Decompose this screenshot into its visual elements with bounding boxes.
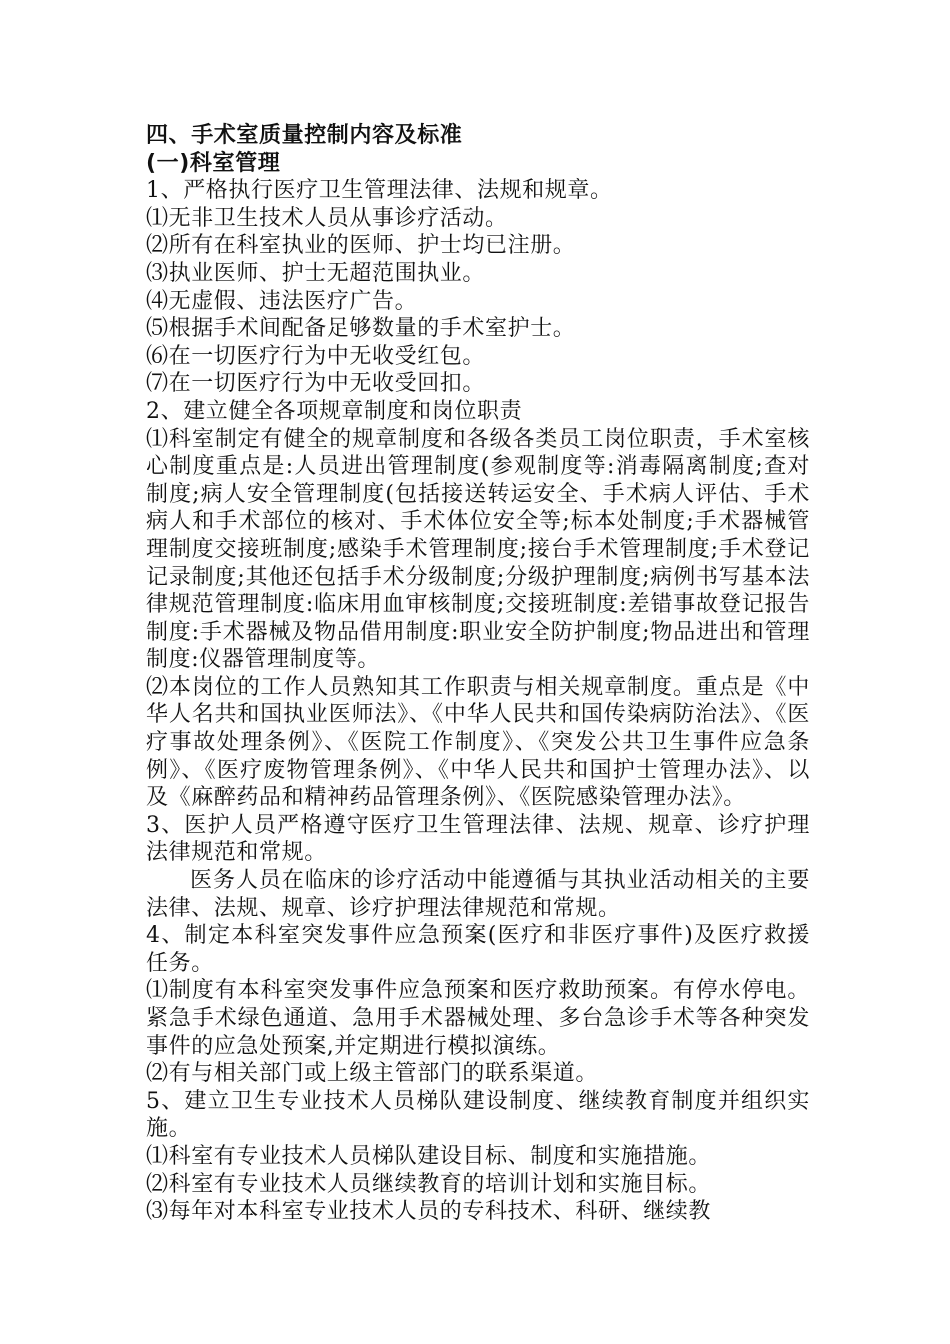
item-4-sub-2: ⑵有与相关部门或上级主管部门的联系渠道。 [146, 1061, 599, 1087]
item-1-sub-4: ⑷无虚假、违法医疗广告。 [146, 288, 418, 314]
item-3-heading: 3、医护人员严格遵守医疗卫生管理法律、法规、规章、诊疗护理法律规范和常规。 [146, 812, 810, 866]
item-1-sub-5: ⑸根据手术间配备足够数量的手术室护士。 [146, 316, 576, 342]
item-1-sub-7: ⑺在一切医疗行为中无收受回扣。 [146, 371, 486, 397]
item-1-sub-2: ⑵所有在科室执业的医师、护士均已注册。 [146, 233, 576, 259]
item-2-sub-1: ⑴科室制定有健全的规章制度和各级各类员工岗位职责，手术室核心制度重点是:人员进出管理制度(参观制度等:消毒隔离制度;查对制度;病人安全管理制度(包括接送转运安全、手术病人评估、手术病人和手术部位的核对、手术体位安全等;标本处制度;手术器械管理制度交接班制度;感染手术管理制度;接台手术管理制度;手术登记记录制度;其他还包括手术分级制度;分级护理制度;病例书写基本法律规范管理制度:临床用血审核制度;交接班制度:差错事故登记报告制度:手术器械及物品借用制度:职业安全防护制度;物品进出和管理制度:仪器管理制度等。 [146, 426, 810, 673]
item-1-sub-1: ⑴无非卫生技术人员从事诊疗活动。 [146, 205, 508, 231]
item-4-sub-1: ⑴制度有本科室突发事件应急预案和医疗救助预案。有停水停电。紧急手术绿色通道、急用手术器械处理、多台急诊手术等各种突发事件的应急处预案,并定期进行模拟演练。 [146, 978, 810, 1059]
item-1-heading: 1、严格执行医疗卫生管理法律、法规和规章。 [146, 178, 613, 204]
item-1-sub-6: ⑹在一切医疗行为中无收受红包。 [146, 343, 486, 369]
item-2-sub-2: ⑵本岗位的工作人员熟知其工作职责与相关规章制度。重点是《中华人名共和国执业医师法》、《中华人民共和国传染病防治法》、《医疗事故处理条例》、《医院工作制度》、《突发公共卫生事件应急条例》、《医疗废物管理条例》、《中华人民共和国护士管理办法》、以及《麻醉药品和精神药品管理条例》、《医院感染管理办法》。 [146, 674, 810, 811]
item-5-sub-1: ⑴科室有专业技术人员梯队建设目标、制度和实施措施。 [146, 1143, 712, 1169]
item-5-sub-2: ⑵科室有专业技术人员继续教育的培训计划和实施目标。 [146, 1171, 712, 1197]
item-5-heading: 5、建立卫生专业技术人员梯队建设制度、继续教育制度并组织实施。 [146, 1088, 810, 1142]
item-2-heading: 2、建立健全各项规章制度和岗位职责 [146, 398, 523, 424]
item-1-sub-3: ⑶执业医师、护士无超范围执业。 [146, 260, 486, 286]
item-4-heading: 4、制定本科室突发事件应急预案(医疗和非医疗事件)及医疗救援任务。 [146, 923, 810, 976]
item-3-body: 医务人员在临床的诊疗活动中能遵循与其执业活动相关的主要法律、法规、规章、诊疗护理法律规范和常规。 [146, 868, 810, 921]
subsection-title: (一)科室管理 [146, 150, 281, 176]
item-5-sub-3: ⑶每年对本科室专业技术人员的专科技术、科研、继续教 [146, 1199, 712, 1225]
document-page [146, 122, 810, 1226]
section-title: 四、手术室质量控制内容及标准 [146, 123, 463, 148]
